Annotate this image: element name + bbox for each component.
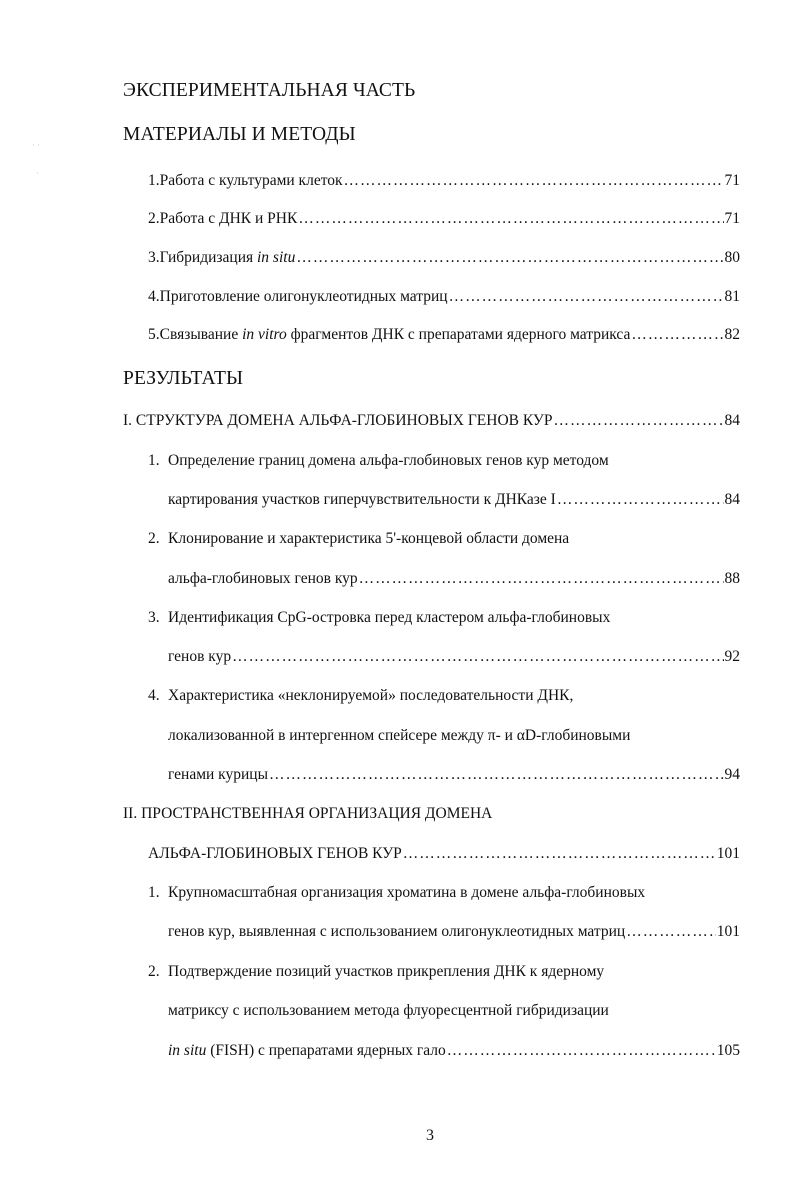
chapter-2-title: II. ПРОСТРАНСТВЕННАЯ ОРГАНИЗАЦИЯ ДОМЕНА bbox=[123, 805, 493, 822]
toc-entry-line bbox=[148, 530, 569, 548]
dot-leader bbox=[626, 923, 716, 941]
entry-title-cont: картирования участков гиперчувствительности к ДНКазе I bbox=[168, 491, 556, 508]
dot-leader bbox=[557, 491, 724, 509]
entry-title: Связывание bbox=[159, 326, 243, 343]
toc-entry-line bbox=[168, 1002, 609, 1020]
entry-number: 2. bbox=[148, 530, 160, 547]
heading-results: РЕЗУЛЬТАТЫ bbox=[123, 368, 244, 389]
entry-page: 82 bbox=[724, 326, 740, 343]
chapter-1-title: I. СТРУКТУРА ДОМЕНА АЛЬФА-ГЛОБИНОВЫХ ГЕНОВ КУР bbox=[123, 412, 553, 429]
entry-page: 84 bbox=[724, 412, 740, 429]
entry-page: 71 bbox=[724, 210, 740, 227]
entry-page: 101 bbox=[716, 845, 740, 862]
entry-title: Идентификация CpG-островка перед кластером альфа-глобиновых bbox=[168, 609, 611, 626]
entry-number: 4. bbox=[148, 687, 160, 704]
entry-page: 92 bbox=[724, 648, 740, 665]
entry-page: 81 bbox=[724, 288, 740, 305]
chapter-2-title-cont: АЛЬФА-ГЛОБИНОВЫХ ГЕНОВ КУР bbox=[148, 845, 402, 862]
dot-leader bbox=[296, 249, 723, 267]
dot-leader bbox=[447, 1042, 716, 1060]
entry-number: 5. bbox=[148, 326, 160, 343]
entry-number: 3. bbox=[148, 609, 160, 626]
entry-title: Гибридизация bbox=[159, 249, 257, 266]
entry-page: 84 bbox=[724, 491, 740, 508]
toc-entry bbox=[168, 648, 740, 666]
chapter-1-entry bbox=[123, 412, 740, 430]
entry-page: 71 bbox=[724, 172, 740, 189]
chapter-2-entry bbox=[148, 845, 740, 863]
heading-materials-methods: МАТЕРИАЛЫ И МЕТОДЫ bbox=[123, 124, 356, 145]
toc-entry bbox=[148, 210, 740, 228]
entry-title: Клонирование и характеристика 5'-концевой области домена bbox=[168, 530, 570, 547]
entry-number: 3. bbox=[148, 249, 160, 266]
toc-entry bbox=[148, 326, 740, 344]
entry-title-cont: генами курицы bbox=[168, 766, 269, 783]
scan-speck: · · bbox=[32, 140, 41, 150]
page-number: 3 bbox=[426, 1127, 434, 1144]
entry-title-cont: (FISH) с препаратами ядерных гало bbox=[206, 1042, 446, 1059]
entry-page: 105 bbox=[716, 1042, 740, 1059]
toc-entry-line bbox=[148, 963, 604, 981]
dot-leader bbox=[269, 766, 723, 784]
toc-entry bbox=[148, 288, 740, 306]
toc-entry-line bbox=[148, 884, 645, 902]
heading-experimental: ЭКСПЕРИМЕНТАЛЬНАЯ ЧАСТЬ bbox=[123, 80, 416, 101]
entry-title-cont: альфа-глобиновых генов кур bbox=[168, 570, 358, 587]
dot-leader bbox=[553, 412, 723, 430]
scan-speck: · bbox=[36, 168, 39, 178]
toc-entry bbox=[168, 491, 740, 509]
toc-entry bbox=[148, 249, 740, 267]
toc-entry-line bbox=[148, 452, 609, 470]
entry-title-italic: in situ bbox=[257, 249, 296, 266]
entry-title: Работа с культурами клеток bbox=[159, 172, 343, 189]
entry-title: Работа с ДНК и РНК bbox=[159, 210, 298, 227]
toc-entry bbox=[168, 1042, 740, 1060]
entry-number: 2. bbox=[148, 963, 160, 980]
toc-entry-line bbox=[148, 609, 610, 627]
dot-leader bbox=[359, 570, 724, 588]
entry-number: 1. bbox=[148, 884, 160, 901]
toc-entry-line bbox=[148, 687, 573, 705]
dot-leader bbox=[403, 845, 716, 863]
toc-entry bbox=[168, 766, 740, 784]
toc-entry bbox=[168, 570, 740, 588]
entry-title: Характеристика «неклонируемой» последовательности ДНК, bbox=[168, 687, 574, 704]
entry-title-cont: локализованной в интергенном спейсере между π- и αD-глобиновыми bbox=[168, 727, 631, 744]
entry-title-cont: матриксу с использованием метода флуоресцентной гибридизации bbox=[168, 1002, 609, 1019]
entry-title: Приготовление олигонуклеотидных матриц bbox=[159, 288, 448, 305]
toc-entry bbox=[168, 923, 740, 941]
entry-page: 94 bbox=[724, 766, 740, 783]
entry-number: 4. bbox=[148, 288, 160, 305]
entry-page: 101 bbox=[716, 923, 740, 940]
dot-leader bbox=[298, 210, 723, 228]
dot-leader bbox=[344, 172, 724, 190]
entry-title: Крупномасштабная организация хроматина в домене альфа-глобиновых bbox=[168, 884, 646, 901]
toc-entry-line bbox=[168, 727, 630, 745]
entry-title-cont: генов кур, выявленная с использованием олигонуклеотидных матриц bbox=[168, 923, 626, 940]
entry-title: Подтверждение позиций участков прикрепления ДНК к ядерному bbox=[168, 963, 605, 980]
dot-leader bbox=[449, 288, 724, 306]
entry-page: 88 bbox=[724, 570, 740, 587]
entry-title: Определение границ домена альфа-глобиновых генов кур методом bbox=[168, 452, 609, 469]
entry-title-cont: генов кур bbox=[168, 648, 232, 665]
dot-leader bbox=[631, 326, 723, 344]
entry-title-rest: фрагментов ДНК с препаратами ядерного матрикса bbox=[286, 326, 631, 343]
entry-number: 1. bbox=[148, 172, 160, 189]
toc-entry bbox=[148, 172, 740, 190]
entry-title-italic: in situ bbox=[168, 1042, 207, 1059]
entry-number: 2. bbox=[148, 210, 160, 227]
entry-page: 80 bbox=[724, 249, 740, 266]
entry-title-italic: in vitro bbox=[242, 326, 287, 343]
dot-leader bbox=[232, 648, 723, 666]
entry-number: 1. bbox=[148, 452, 160, 469]
